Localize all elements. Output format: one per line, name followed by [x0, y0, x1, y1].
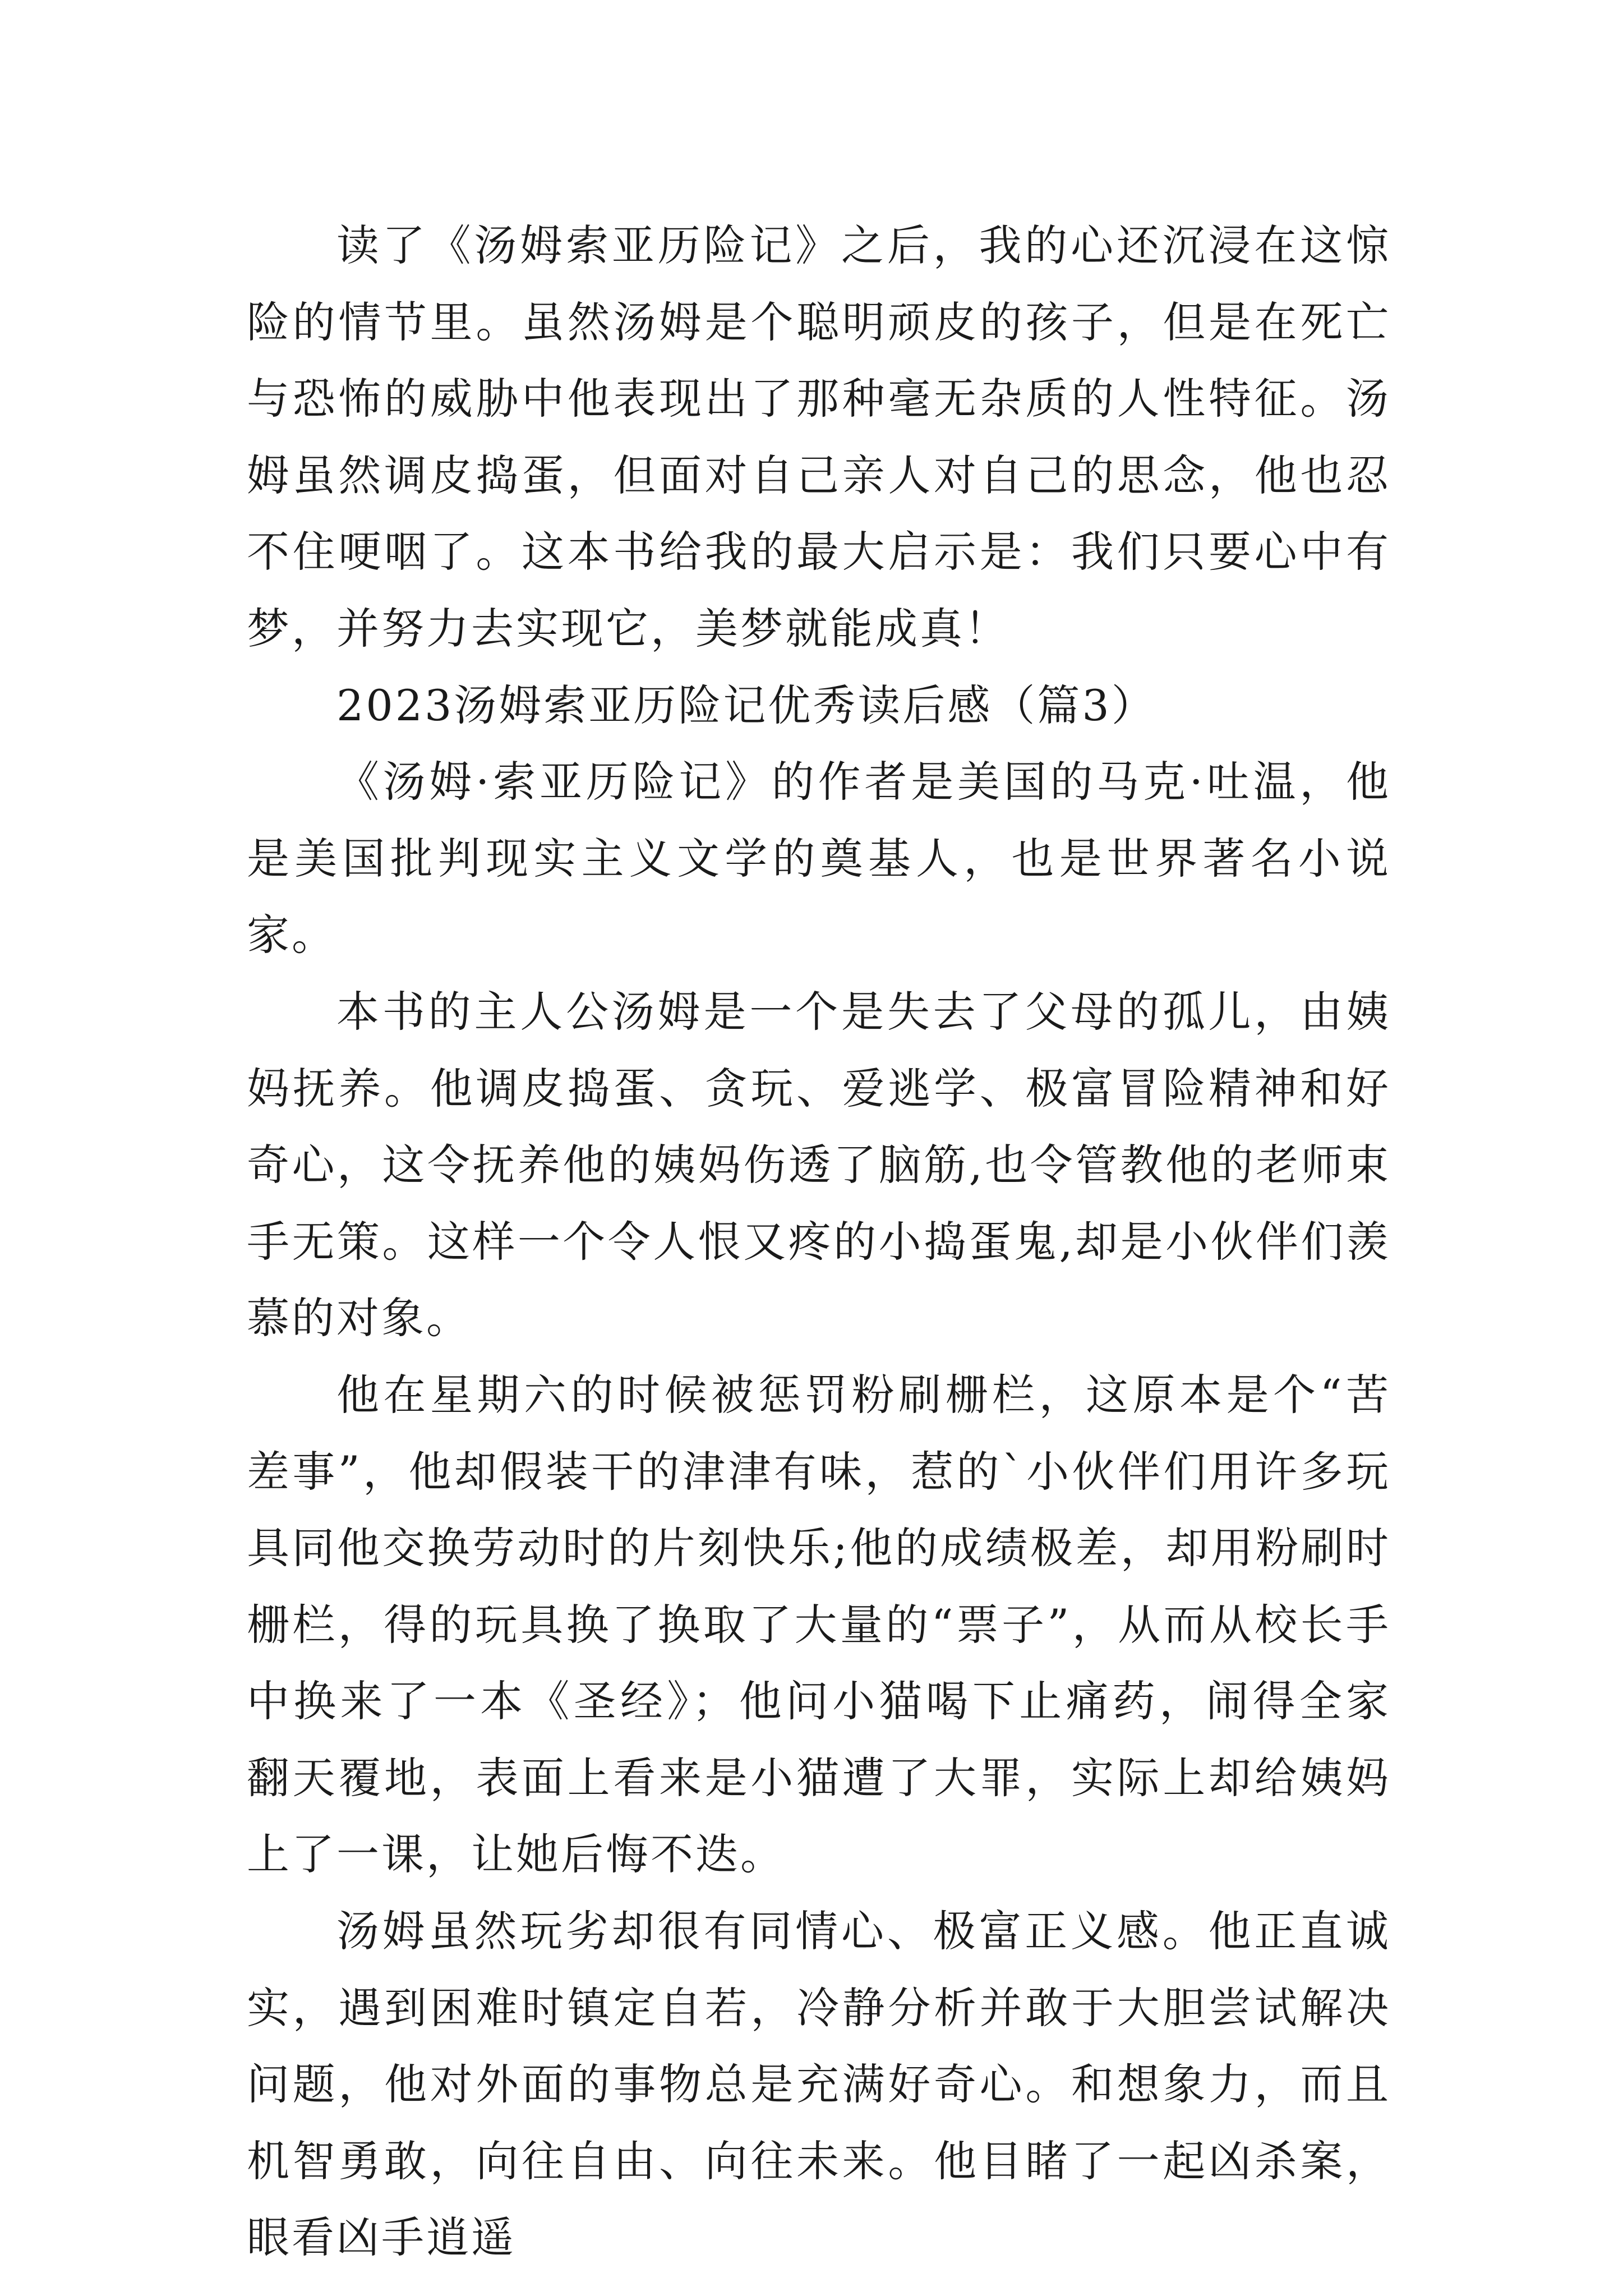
paragraph-5: 汤姆虽然玩劣却很有同情心、极富正义感。他正直诚实，遇到困难时镇定自若，冷静分析并敢于大胆尝试解决问题，他对外面的事物总是充满好奇心。和想象力，而且机智勇敢，向往自由、向往未来。他目睹了一起凶杀案，眼看凶手逍遥	[247, 1906, 1391, 2263]
paragraph-3: 本书的主人公汤姆是一个是失去了父母的孤儿，由姨妈抚养。他调皮捣蛋、贪玩、爱逃学、极富冒险精神和好奇心，这令抚养他的姨妈伤透了脑筋,也令管教他的老师束手无策。这样一个令人恨又疼的小捣蛋鬼,却是小伙伴们羡慕的对象。	[247, 986, 1391, 1343]
paragraph-2: 《汤姆·索亚历险记》的作者是美国的马克·吐温，他是美国批判现实主义文学的奠基人，也是世界著名小说家。	[247, 757, 1391, 960]
section-heading: 2023汤姆索亚历险记优秀读后感（篇3）	[336, 680, 1156, 730]
document-body	[247, 208, 1391, 2276]
paragraph-1: 读了《汤姆索亚历险记》之后，我的心还沉浸在这惊险的情节里。虽然汤姆是个聪明顽皮的孩子，但是在死亡与恐怖的威胁中他表现出了那种毫无杂质的人性特征。汤姆虽然调皮捣蛋，但面对自己亲人对自己的思念，他也忍不住哽咽了。这本书给我的最大启示是：我们只要心中有梦，并努力去实现它，美梦就能成真！	[247, 220, 1391, 654]
paragraph-4: 他在星期六的时候被惩罚粉刷栅栏，这原本是个“苦差事”，他却假装干的津津有味，惹的`小伙伴们用许多玩具同他交换劳动时的片刻快乐;他的成绩极差，却用粉刷时栅栏，得的玩具换了换取了大量的“票子”，从而从校长手中换来了一本《圣经》；他问小猫喝下止痛药，闹得全家翻天覆地，表面上看来是小猫遭了大罪，实际上却给姨妈上了一课，让她后悔不迭。	[247, 1369, 1391, 1880]
